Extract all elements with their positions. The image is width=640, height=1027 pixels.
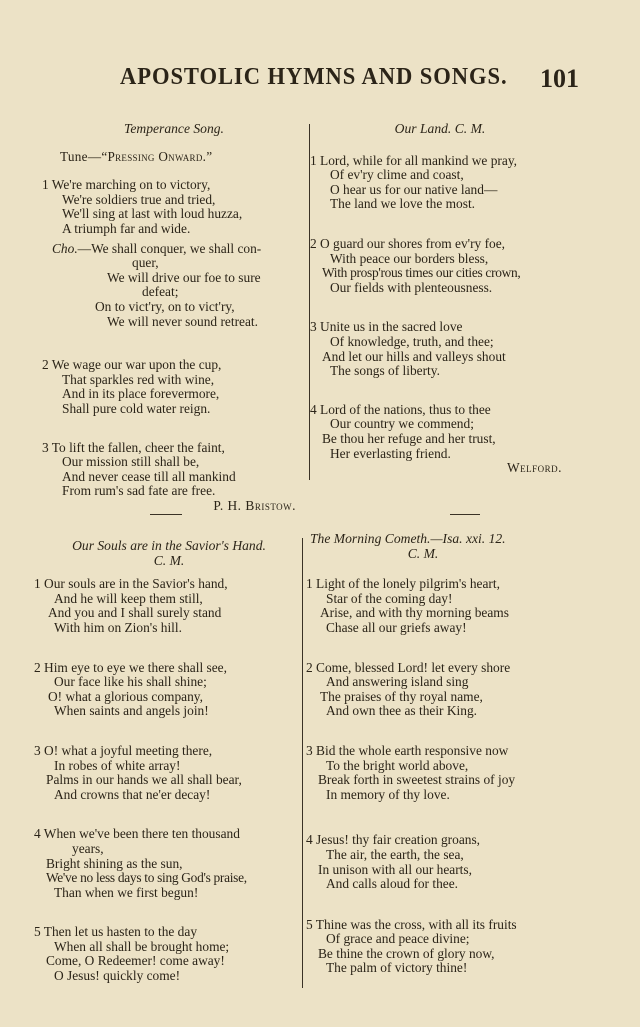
hymn-title: The Morning Cometh.—Isa. xxi. 12. [310, 531, 506, 546]
stanza-5: 5 Thine was the cross, with all its fruits Of grace and peace divine; Be thine the crown of glory now, The palm of victory thine! [306, 916, 517, 976]
hymn-meter: C. M. [407, 545, 439, 561]
stanza-4: 4 Jesus! thy fair creation groans, The air, the earth, the sea, In unison with all our hearts, And calls aloud for thee. [306, 832, 481, 892]
tune-line: Tune—“Pressing Onward.” [60, 148, 213, 164]
stanza-2: 2 We wage our war upon the cup, That sparkles red with wine, And in its place forevermore, Shall pure cold water reign. [42, 357, 222, 416]
author-credit: Welford. [507, 460, 562, 476]
hymn-meter: C. M. [454, 121, 486, 136]
hymn-our-land [310, 122, 610, 476]
author-credit: P. H. Bristow. [213, 497, 296, 513]
stanza-3: 3 To lift the fallen, cheer the faint, Our mission still shall be, And never cease till all mankind From rum's sad fate are free. [42, 439, 236, 499]
stanza-1: 1 We're marching on to victory, We're soldiers true and tried, We'll sing at last with loud huzza, A triumph far and wide. [42, 177, 243, 236]
stanza-2: 2 O guard our shores from ev'ry foe, With peace our borders bless, With prosp'rous times our cities crown, Our fields with plenteousness. [310, 235, 521, 295]
stanza-2: 2 Come, blessed Lord! let every shore And answering island sing The praises of thy royal name, And own thee as their King. [306, 659, 511, 719]
stanza-2: 2 Him eye to eye we there shall see, Our face like his shall shine; O! what a glorious company, When saints and angels join! [34, 659, 227, 719]
hymn-title: Temperance Song. [124, 121, 224, 136]
hymn-meter: C. M. [153, 552, 185, 568]
running-head: APOSTOLIC HYMNS AND SONGS. [120, 64, 508, 90]
stanza-5: 5 Then let us hasten to the day When all shall be brought home; Come, O Redeemer! come away! O Jesus! quickly come! [34, 924, 230, 984]
hymn-temperance-song [34, 122, 304, 513]
section-rule-right [450, 514, 480, 515]
hymn-morning-cometh [306, 532, 610, 976]
page-number: 101 [540, 64, 579, 93]
stanza-1: 1 Light of the lonely pilgrim's heart, Star of the coming day! Arise, and with thy morning beams Chase all our griefs away! [306, 576, 509, 635]
hymn-title: Our Souls are in the Savior's Hand. [72, 538, 266, 553]
hymn-title: Our Land. C. M. [394, 121, 486, 136]
stanza-4: 4 When we've been there ten thousand years, Bright shining as the sun, We've no less days to sing God's praise, Than when we first begun! [34, 826, 247, 900]
stanza-3: 3 Bid the whole earth responsive now To the bright world above, Break forth in sweetest strains of joy In memory of thy love. [306, 742, 516, 802]
section-rule-left [150, 514, 182, 515]
stanza-1: 1 Lord, while for all mankind we pray, Of ev'ry clime and coast, O hear us for our native land— The land we love the most. [310, 152, 517, 212]
tune-name: Pressing Onward [107, 148, 203, 164]
stanza-3: 3 Unite us in the sacred love Of knowledge, truth, and thee; And let our hills and valleys shout The songs of liberty. [310, 319, 506, 379]
hymn-our-souls [34, 539, 304, 984]
stanza-3: 3 O! what a joyful meeting there, In robes of white array! Palms in our hands we all shall bear, And crowns that ne'er decay! [34, 742, 242, 802]
chorus: Cho.—We shall conquer, we shall con- quer, We will drive our foe to sure defeat; On to vict'ry, on to vict'ry, We will never sound retreat. [52, 240, 262, 329]
chorus-label: Cho. [52, 240, 78, 256]
stanza-4: 4 Lord of the nations, thus to thee Our country we commend; Be thou her refuge and her trust, Her everlasting friend. [310, 401, 496, 461]
stanza-1: 1 Our souls are in the Savior's hand, And he will keep them still, And you and I shall surely stand With him on Zion's hill. [34, 576, 228, 635]
